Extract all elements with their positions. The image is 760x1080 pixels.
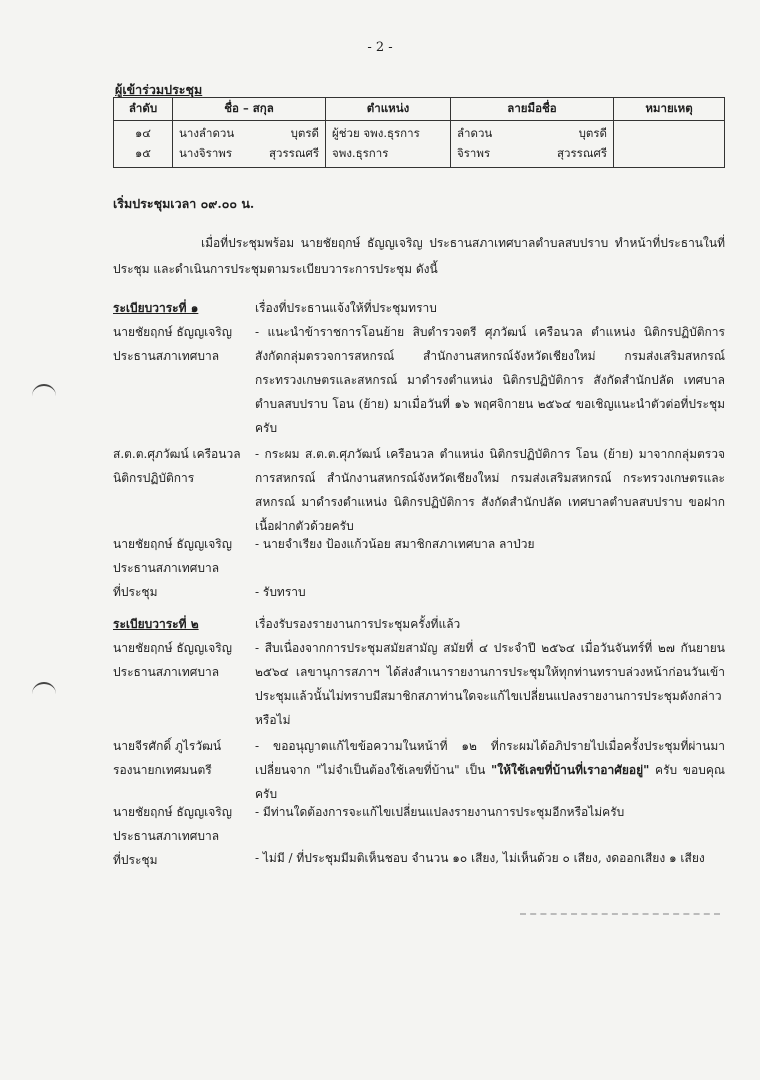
- agenda-1-heading: [113, 296, 253, 320]
- signature: [457, 143, 607, 163]
- statement-text: ครับ ขอบคุณครับ: [255, 763, 726, 801]
- table-row: [114, 121, 725, 168]
- intro-paragraph: เมื่อที่ประชุมพร้อม นายชัยฤกษ์ ธัญญเจริญ ประธานสภาเทศบาลตำบลสบปราบ ทำหน้าที่ประธานในที่ประชุม และดำเนินการประชุมตามระเบียบวาระการประชุม ดังนี้: [113, 236, 725, 276]
- column-header-name: ชื่อ – สกุล: [173, 98, 326, 121]
- page-number: - 2 -: [367, 40, 393, 55]
- attendee-position: จพง.ธุรการ: [332, 146, 389, 160]
- agenda-2-speaker-2: [113, 734, 253, 782]
- speaker-name: นายจีรศักดิ์ ภูไรวัฒน์: [113, 739, 222, 753]
- agenda-1-speaker-1: [113, 320, 253, 368]
- attendee-name: [179, 143, 319, 163]
- statement-emphasis: "ให้ใช้เลขที่บ้านที่เราอาศัยอยู่": [490, 763, 650, 777]
- first-name: นางลำดวน: [179, 126, 235, 140]
- attendees-table: [113, 97, 725, 168]
- cell-note: [614, 121, 725, 168]
- signature-last: บุตรดี: [578, 126, 607, 140]
- speaker-role: ที่ประชุม: [113, 585, 158, 599]
- binder-hole-mark-bottom: [32, 682, 56, 694]
- cell-position: [326, 121, 451, 168]
- speaker-role: ประธานสภาเทศบาล: [113, 829, 220, 843]
- attendee-name: [179, 123, 319, 143]
- speaker-role: ประธานสภาเทศบาล: [113, 349, 220, 363]
- agenda-1-statement-1: - แนะนำข้าราชการโอนย้าย สิบตำรวจตรี ศุภวัฒน์ เครือนวล ตำแหน่ง นิติกรปฏิบัติการ สังกัดกลุ่มตรวจการสหกรณ์ สำนักงานสหกรณ์จังหวัดเชียงใหม่ กรมส่งเสริมสหกรณ์ กระทรวงเกษตรและสหกรณ์ มาดำรงตำแหน่ง นิติกรปฏิบัติการ สังกัดสำนักปลัด เทศบาลตำบลสบปราบ โอน (ย้าย) มาเมื่อวันที่ ๑๖ พฤศจิกายน ๒๕๖๔ ขอเชิญแนะนำตัวต่อที่ประชุมครับ: [255, 325, 725, 435]
- column-header-signature: ลายมือชื่อ: [451, 98, 614, 121]
- scan-artifact-line: [520, 913, 720, 915]
- cell-signature: [451, 121, 614, 168]
- agenda-2-speaker-1: [113, 636, 253, 684]
- agenda-1-heading-text: ระเบียบวาระที่ ๑: [113, 301, 199, 315]
- speaker-name: นายชัยฤกษ์ ธัญญเจริญ: [113, 805, 232, 819]
- speaker-name: นายชัยฤกษ์ ธัญญเจริญ: [113, 325, 232, 339]
- agenda-2-heading-text: ระเบียบวาระที่ ๒: [113, 617, 199, 631]
- speaker-role: ประธานสภาเทศบาล: [113, 561, 220, 575]
- agenda-1-resolution: - รับทราบ: [255, 585, 306, 599]
- agenda-1-title: เรื่องที่ประธานแจ้งให้ที่ประชุมทราบ: [255, 301, 437, 315]
- speaker-name: ส.ต.ต.ศุภวัฒน์ เครือนวล: [113, 447, 241, 461]
- meeting-start-time: เริ่มประชุมเวลา ๐๙.๐๐ น.: [113, 196, 255, 211]
- speaker-role: ที่ประชุม: [113, 853, 158, 867]
- speaker-role: นิติกรปฏิบัติการ: [113, 471, 195, 485]
- agenda-1-speaker-3: [113, 532, 253, 604]
- binder-hole-mark-top: [32, 384, 56, 396]
- column-header-order: ลำดับ: [114, 98, 173, 121]
- column-header-position: ตำแหน่ง: [326, 98, 451, 121]
- table-header-row: [114, 98, 725, 121]
- signature-first: จิราพร: [457, 146, 491, 160]
- speaker-role: รองนายกเทศมนตรี: [113, 763, 212, 777]
- row-number: ๑๔: [134, 126, 151, 140]
- signature-last: สุวรรณศรี: [557, 146, 607, 160]
- agenda-2-title: เรื่องรับรองรายงานการประชุมครั้งที่แล้ว: [255, 617, 461, 631]
- agenda-2-resolution: - ไม่มี / ที่ประชุมมีมติเห็นชอบ จำนวน ๑๐ เสียง, ไม่เห็นด้วย ๐ เสียง, งดออกเสียง ๑ เสียง: [255, 851, 705, 865]
- agenda-2-statement-2: [255, 734, 725, 806]
- agenda-1-statement-2: - กระผม ส.ต.ต.ศุภวัฒน์ เครือนวล ตำแหน่ง นิติกรปฏิบัติการ โอน (ย้าย) มาจากกลุ่มตรวจการสหกรณ์ สำนักงานสหกรณ์จังหวัดเชียงใหม่ กรมส่งเสริมสหกรณ์ กระทรวงเกษตรและสหกรณ์ มาดำรงตำแหน่ง นิติกรปฏิบัติการ สังกัดสำนักปลัด เทศบาลตำบลสบปราบ ขอฝากเนื้อฝากตัวด้วยครับ: [255, 447, 725, 533]
- row-number: ๑๕: [134, 146, 151, 160]
- speaker-name: นายชัยฤกษ์ ธัญญเจริญ: [113, 537, 232, 551]
- speaker-name: นายชัยฤกษ์ ธัญญเจริญ: [113, 641, 232, 655]
- attendee-position: ผู้ช่วย จพง.ธุรการ: [332, 126, 420, 140]
- agenda-1-statement-3: - นายจำเรียง ป้องแก้วน้อย สมาชิกสภาเทศบาล ลาป่วย: [255, 537, 535, 551]
- speaker-role: ประธานสภาเทศบาล: [113, 665, 220, 679]
- statement-text: - ขออนุญาตแก้ไขข้อความในหน้าที่ ๑๒ ที่กระผมได้อภิปรายไปเมื่อครั้งประชุมที่ผ่านมา เปลี่ยนจาก "ไม่จำเป็นต้องใช้เลขที่บ้าน" เป็น: [255, 739, 725, 777]
- cell-order: [114, 121, 173, 168]
- first-name: นางจิราพร: [179, 146, 233, 160]
- attendees-heading: ผู้เข้าร่วมประชุม: [115, 82, 203, 97]
- column-header-note: หมายเหตุ: [614, 98, 725, 121]
- agenda-2-statement-1: - สืบเนื่องจากการประชุมสมัยสามัญ สมัยที่ ๔ ประจำปี ๒๕๖๔ เมื่อวันจันทร์ที่ ๒๗ กันยายน ๒๕๖๔ เลขานุการสภาฯ ได้ส่งสำเนารายงานการประชุมให้ทุกท่านทราบล่วงหน้าก่อนวันเข้าประชุมแล้วนั้นไม่ทราบมีสมาชิกสภาท่านใดจะแก้ไขเปลี่ยนแปลงรายงานการประชุมดังกล่าวหรือไม่: [255, 641, 725, 727]
- agenda-2-speaker-3: [113, 800, 253, 872]
- signature-first: ลำดวน: [457, 126, 493, 140]
- agenda-1-speaker-2: [113, 442, 253, 490]
- cell-name: [173, 121, 326, 168]
- agenda-2-statement-3: - มีท่านใดต้องการจะแก้ไขเปลี่ยนแปลงรายงานการประชุมอีกหรือไม่ครับ: [255, 805, 625, 819]
- signature: [457, 123, 607, 143]
- last-name: บุตรดี: [290, 126, 319, 140]
- agenda-2-heading: [113, 612, 253, 636]
- last-name: สุวรรณศรี: [269, 146, 319, 160]
